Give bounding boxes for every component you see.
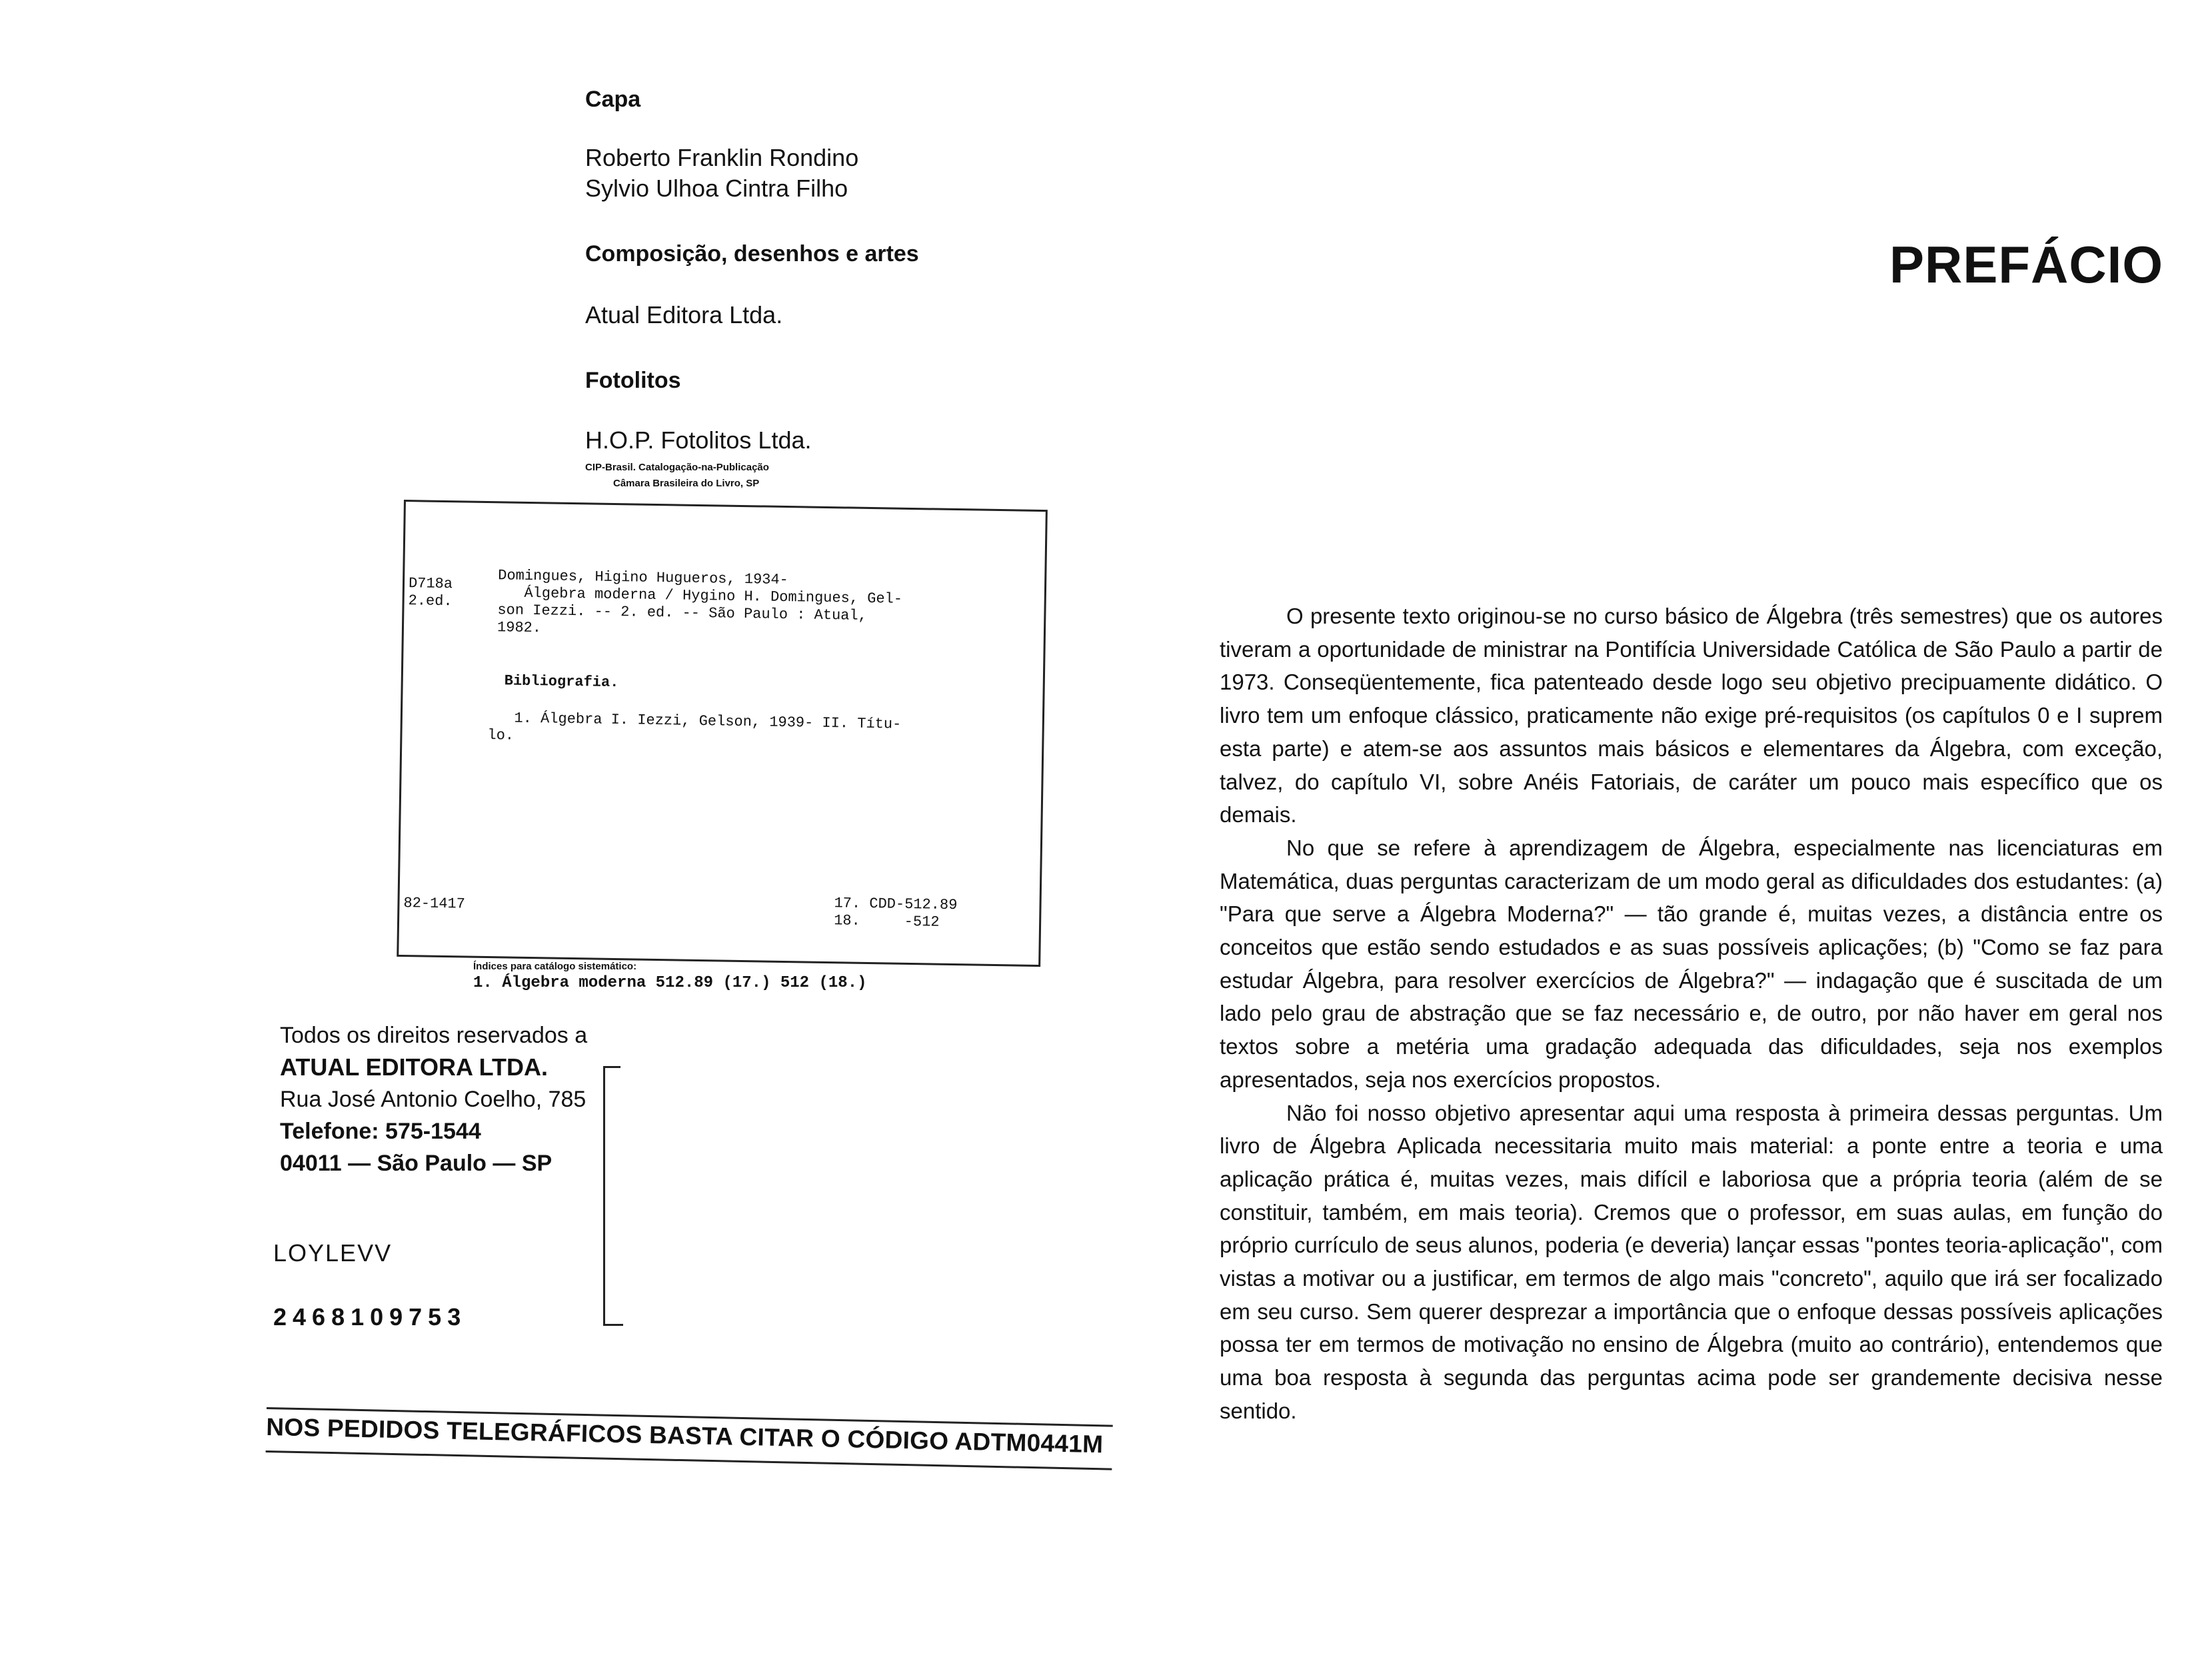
photolith-label: Fotolitos (585, 368, 681, 393)
photolith-value: H.O.P. Fotolitos Ltda. (585, 426, 812, 454)
publisher-block (280, 1019, 653, 1179)
publisher-phone: Telefone: 575-1544 (280, 1119, 481, 1144)
catalog-card (397, 500, 1048, 967)
preface-paragraph-2: No que se refere à aprendizagem de Álgebra, especialmente nas licenciaturas em Matemática, duas perguntas caracterizam de um modo geral as dificuldades dos estudantes: (a) "Para que serve a Álgebra Moderna?" — tão grande é, muitas vezes, a distância entre os conceitos que estão sendo estudados e as suas possíveis aplicações; (b) "Como se faz para estudar Álgebra, para resolver exercícios de Álgebra?" — indagação que é suscitada de um lado pelo grau de abstração que se faz necessário e, de outro, por não haver em geral nos textos sobre a metéria uma gradação adequada das dificuldades, seja nos exemplos apresentados, seja nos exercícios propostos. (1220, 835, 2163, 1092)
print-code-digits: 2468109753 (273, 1303, 467, 1331)
cover-name-2: Sylvio Ulhoa Cintra Filho (585, 175, 848, 202)
composition-value: Atual Editora Ltda. (585, 301, 783, 328)
publisher-address: Rua José Antonio Coelho, 785 (280, 1087, 586, 1112)
right-page (1133, 0, 2212, 1665)
preface-title: PREFÁCIO (1889, 235, 2163, 294)
card-main-entry: Domingues, Higino Hugueros, 1934- Álgebra moderna / Hygino H. Domingues, Gel- son Iezzi. -- 2. ed. -- São Paulo : Atual, 1982. (497, 567, 903, 637)
card-cdd: 17. CDD-512.89 18. -512 (833, 895, 958, 931)
card-bibliography: Bibliografia. (504, 672, 619, 692)
order-code-banner: NOS PEDIDOS TELEGRÁFICOS BASTA CITAR O CÓDIGO ADTM0441M (266, 1407, 1113, 1470)
publisher-name: ATUAL EDITORA LTDA. (280, 1053, 548, 1081)
publisher-rights: Todos os direitos reservados a (280, 1023, 588, 1048)
composition-label: Composição, desenhos e artes (585, 241, 919, 267)
card-subjects: 1. Álgebra I. Iezzi, Gelson, 1939- II. Títu- lo. (487, 710, 902, 744)
cip-header (585, 460, 769, 492)
card-call-number: D718a 2.ed. (408, 575, 453, 610)
card-index-entry: 1. Álgebra moderna 512.89 (17.) 512 (18.) (473, 974, 867, 992)
print-codes (273, 1239, 467, 1331)
card-index-label: Índices para catálogo sistemático: (473, 961, 637, 972)
bracket-mark (603, 1066, 625, 1326)
cip-header-line2: Câmara Brasileira do Livro, SP (613, 478, 760, 489)
preface-paragraph-3: Não foi nosso objetivo apresentar aqui uma resposta à primeira dessas perguntas. Um livro de Álgebra Aplicada necessitaria muito mais material: a ponte entre a teoria e uma aplicação prática é, muitas vezes, mais difícil e laboriosa que a própria teoria (além de se constituir, também, em mais teoria). Cremos que o professor, em suas aulas, em função do próprio currículo de seus alunos, poderia (e deveria) lançar essas "pontes teoria-aplicação", com vistas a motivar ou a justificar, em termos de algo mais "concreto", aquilo que irá ser focalizado em seu curso. Sem querer desprezar a importância que o enfoque dessas possíveis aplicações possa ter em termos de motivação no ensino de Álgebra (muito ao contrário), entendemos que uma boa resposta à segunda das perguntas acima pode ser grandemente decisiva nesse sentido. (1220, 1100, 2163, 1423)
publisher-city: 04011 — São Paulo — SP (280, 1151, 553, 1176)
cover-label: Capa (585, 87, 641, 112)
print-code-letters: LOYLEVV (273, 1239, 393, 1267)
card-number: 82-1417 (403, 895, 466, 913)
cip-header-line1: CIP-Brasil. Catalogação-na-Publicação (585, 462, 769, 473)
preface-body (1220, 600, 2163, 1428)
cover-name-1: Roberto Franklin Rondino (585, 144, 859, 171)
preface-paragraph-1: O presente texto originou-se no curso básico de Álgebra (três semestres) que os autores tiveram a oportunidade de ministrar na Pontifícia Universidade Católica de São Paulo a partir de 1973. Conseqüentemente, fica patenteado desde logo seu objetivo precipuamente didático. O livro tem um enfoque clássico, praticamente não exige pré-requisitos (os capítulos 0 e I suprem esta parte) e atem-se aos assuntos mais básicos e elementares da Álgebra, com exceção, talvez, do capítulo VI, sobre Anéis Fatoriais, de caráter um pouco mais específico que os demais. (1220, 604, 2163, 828)
